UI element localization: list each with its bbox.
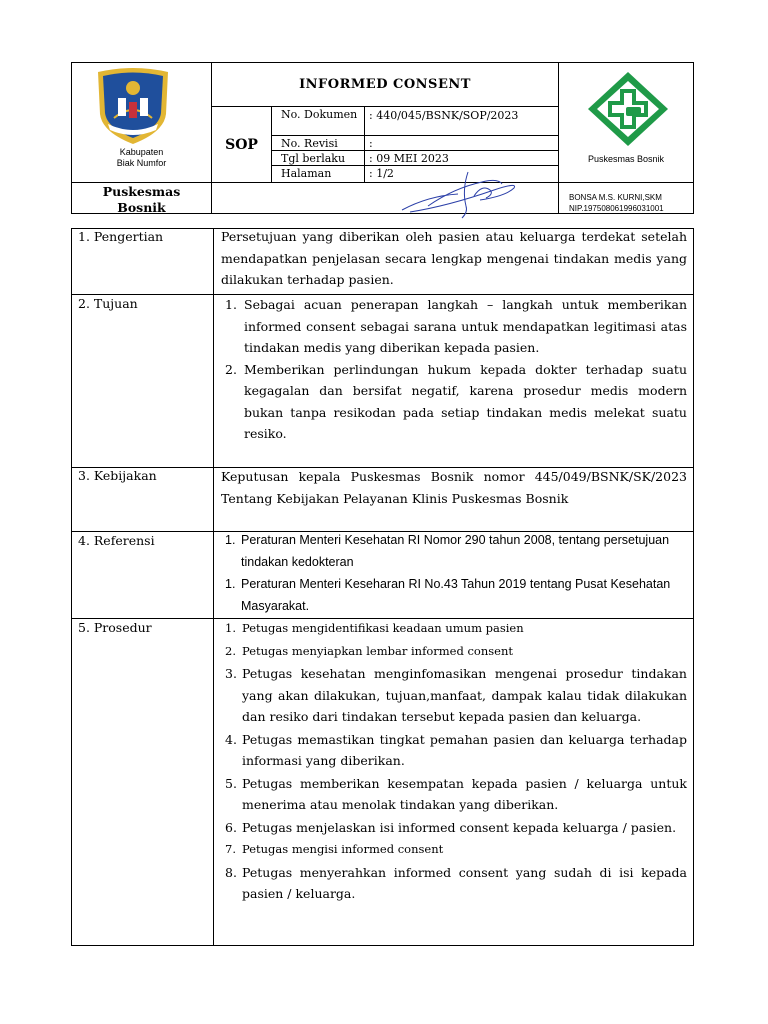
signatory-nip: NIP.197508061996031001 [569, 204, 664, 213]
list-item [216, 817, 687, 839]
list-text: Petugas memastikan tingkat pemahan pasien dan keluarga terhadap informasi yang diberikan. [242, 731, 687, 768]
list-text: Peraturan Menteri Keseharan RI No.43 Tahun 2019 tentang Pusat Kesehatan Masyarakat. [241, 577, 671, 613]
field-value-halaman: : 1/2 [369, 167, 394, 180]
signatory-name: BONSA M.S. KURNI,SKM [569, 193, 662, 202]
prosedur-label: 5. Prosedur [78, 620, 152, 635]
kabupaten-emblem [94, 66, 172, 146]
list-item [216, 839, 687, 861]
sop-label: SOP [225, 137, 258, 153]
list-number: 3. [225, 666, 237, 681]
field-value-no-dokumen: : 440/045/BSNK/SOP/2023 [369, 109, 519, 122]
list-item [216, 862, 687, 905]
kebijakan-text: Keputusan kepala Puskesmas Bosnik nomor 445/049/BSNK/SK/2023 Tentang Kebijakan Pelayanan Klinis Puskesmas Bosnik [221, 469, 687, 506]
list-number: 1. [225, 577, 236, 591]
list-text: Petugas mengidentifikasi keadaan umum pasien [242, 621, 524, 635]
list-text: Petugas menyiapkan lembar informed consent [242, 643, 513, 658]
region-caption [72, 147, 211, 169]
list-text: Sebagai acuan penerapan langkah – langkah untuk memberikan informed consent sebagai sarana untuk mendapatkan legitimasi atas tindakan medis yang diberikan kepada pasien. [244, 297, 687, 355]
list-text: Petugas memberikan kesempatan kepada pasien / keluarga untuk menerima atau menolak tindakan yang diberikan. [242, 775, 687, 812]
kebijakan-label: 3. Kebijakan [78, 468, 157, 483]
field-label-halaman: Halaman [281, 167, 332, 180]
prosedur-list [216, 618, 687, 905]
list-number: 4. [225, 731, 237, 747]
puskesmas-logo [586, 70, 670, 148]
list-text: Petugas menyerahkan informed consent yang sudah di isi kepada pasien / keluarga. [242, 864, 687, 901]
signature [398, 166, 530, 222]
list-item [216, 663, 687, 728]
org-name-line-1: Puskesmas [102, 184, 181, 199]
list-item [216, 294, 687, 359]
list-number: 1. [225, 297, 237, 312]
org-name-line-2: Bosnik [117, 200, 166, 215]
signatory [569, 192, 693, 214]
list-text: Petugas mengisi informed consent [242, 842, 444, 856]
pengertian-label: 1. Pengertian [78, 229, 164, 244]
list-number: 2. [225, 643, 236, 658]
list-number: 6. [225, 819, 237, 835]
field-label-no-revisi: No. Revisi [281, 137, 338, 150]
field-value-no-revisi: : [369, 137, 373, 150]
list-item [216, 641, 687, 663]
list-number: 1. [225, 533, 236, 547]
puskesmas-logo-caption: Puskesmas Bosnik [587, 154, 665, 164]
list-item [216, 773, 687, 816]
tujuan-list [216, 294, 687, 445]
list-number: 5. [225, 775, 237, 791]
referensi-label: 4. Referensi [78, 533, 155, 548]
list-number: 8. [225, 864, 237, 880]
no-dokumen-label: No. Dokumen [281, 108, 358, 121]
list-text: Memberikan perlindungan hukum kepada dokter terhadap suatu kegagalan dan bersifat negatif, karena prosedur medis modern bukan tanpa resikodan pada setiap tindakan medis melekat suatu resiko. [244, 361, 687, 441]
list-item [216, 574, 690, 617]
list-item [216, 359, 687, 445]
field-label-no-dokumen [281, 108, 361, 121]
list-number: 1. [225, 621, 236, 635]
list-number: 7. [225, 842, 236, 856]
org-name [72, 184, 211, 216]
list-text: Peraturan Menteri Kesehatan RI Nomor 290 tahun 2008, tentang persetujuan tindakan kedokteran [241, 533, 670, 569]
region-line-1: Kabupaten [119, 147, 164, 157]
tujuan-label: 2. Tujuan [78, 296, 138, 311]
list-text: Petugas kesehatan menginfomasikan mengenai prosedur tindakan yang akan dilakukan, tujuan,manfaat, dampak kalau tidak dilakukan dan resiko dari tindakan tersebut kepada pasien dan keluarga. [242, 666, 687, 724]
region-line-2: Biak Numfor [116, 158, 167, 168]
list-item [216, 618, 687, 640]
field-label-tgl-berlaku: Tgl berlaku [281, 152, 346, 165]
list-text: Petugas menjelaskan isi informed consent kepada keluarga / pasien. [242, 819, 677, 835]
list-number: 2. [225, 361, 237, 377]
referensi-list [216, 530, 690, 617]
pengertian-text: Persetujuan yang diberikan oleh pasien atau keluarga terdekat setelah mendapatkan penjelasan secara lengkap mengenai tindakan medis yang dilakukan terhadap pasien. [221, 229, 687, 287]
list-item [216, 530, 690, 573]
list-item [216, 729, 687, 772]
field-value-tgl-berlaku: : 09 MEI 2023 [369, 152, 449, 165]
document-title: INFORMED CONSENT [299, 77, 471, 92]
